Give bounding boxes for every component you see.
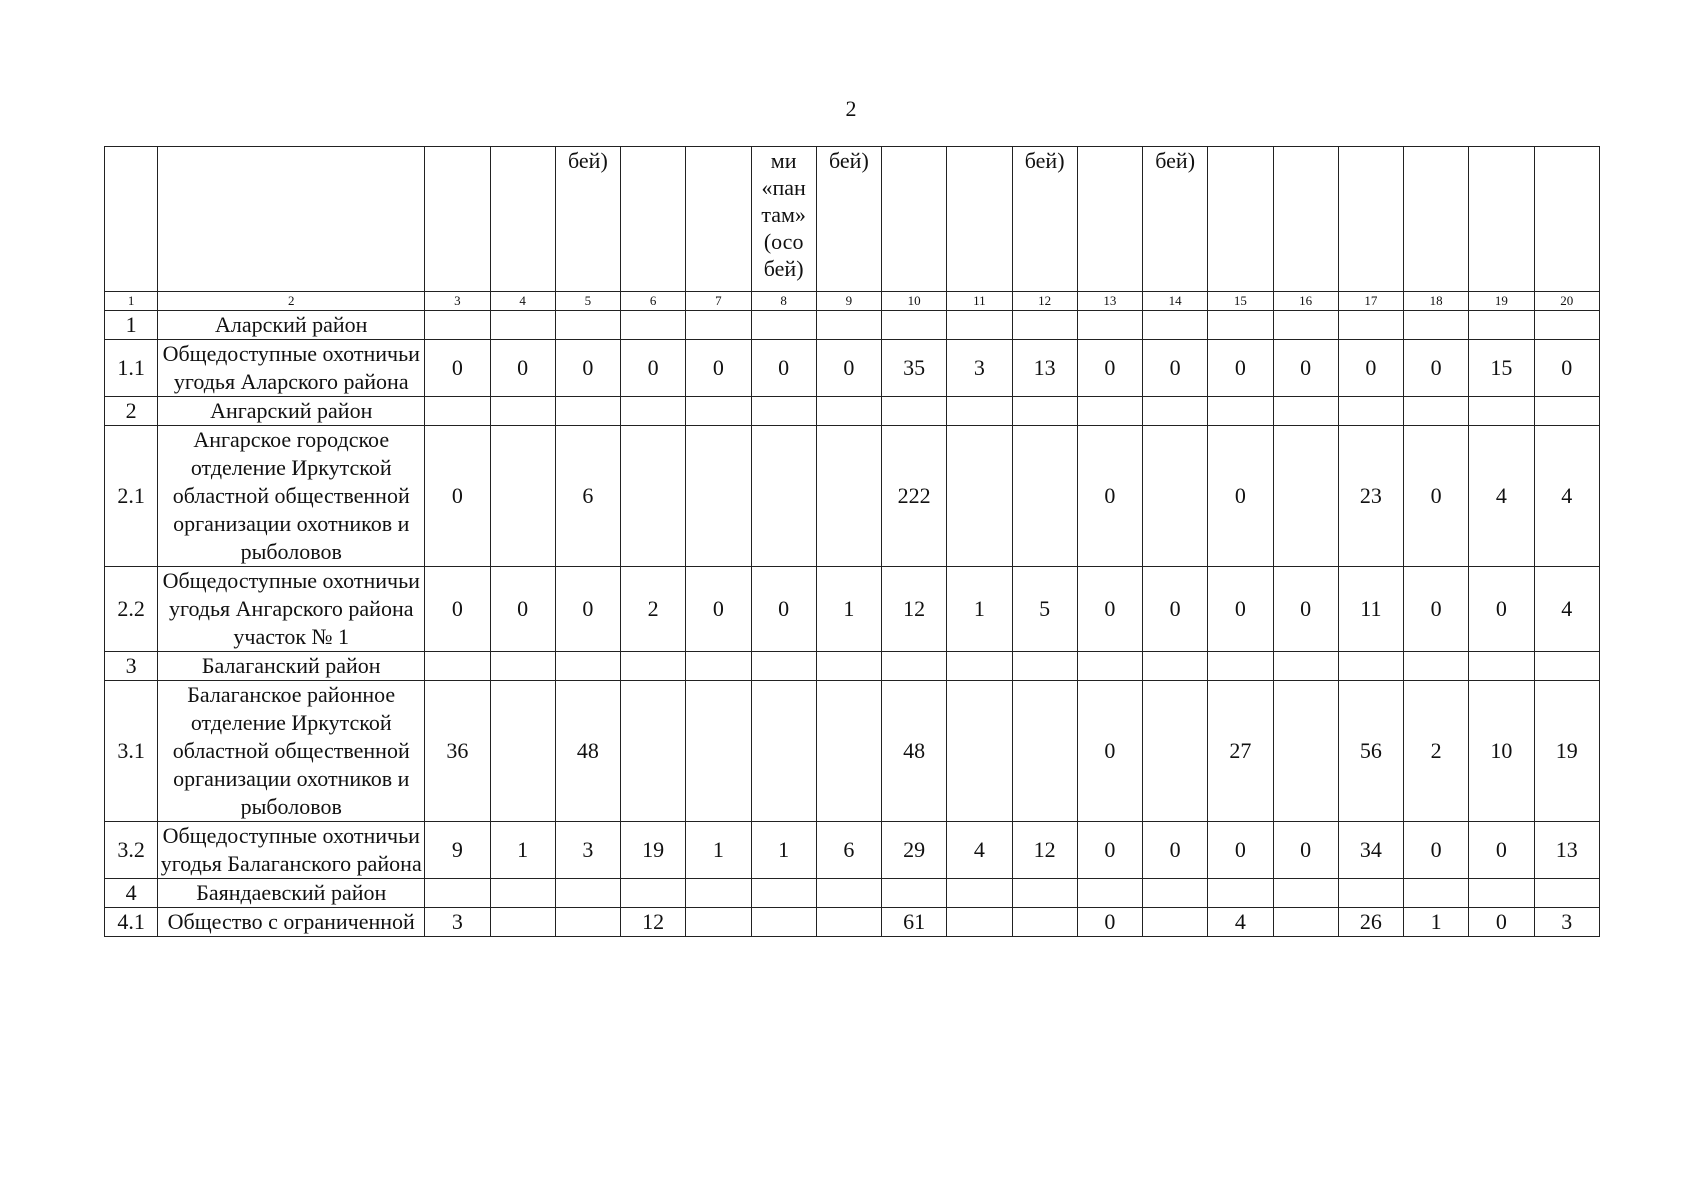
value-cell (490, 426, 555, 567)
value-cell (686, 311, 751, 340)
region-row (105, 397, 1600, 426)
value-cell (1012, 397, 1077, 426)
value-cell: 0 (425, 340, 490, 397)
value-cell: 0 (1338, 340, 1403, 397)
column-number-cell: 10 (882, 292, 947, 311)
value-cell (555, 908, 620, 937)
value-cell (621, 397, 686, 426)
value-cell (686, 397, 751, 426)
value-cell (490, 397, 555, 426)
value-cell (1534, 397, 1599, 426)
table-row (105, 908, 1600, 937)
value-cell (1208, 652, 1273, 681)
row-number-cell: 3.1 (105, 681, 158, 822)
column-number-cell: 1 (105, 292, 158, 311)
value-cell: 3 (947, 340, 1012, 397)
value-cell: 13 (1534, 822, 1599, 879)
value-cell (1273, 908, 1338, 937)
header-cell (882, 147, 947, 292)
row-name-cell: Ангарское городское отделение Иркутской областной общественной организации охотников и рыболовов (158, 426, 425, 567)
header-cell: бей) (816, 147, 881, 292)
value-cell: 0 (1469, 822, 1534, 879)
value-cell: 10 (1469, 681, 1534, 822)
value-cell: 35 (882, 340, 947, 397)
value-cell (1077, 879, 1142, 908)
value-cell (1143, 908, 1208, 937)
value-cell (751, 681, 816, 822)
row-name-cell: Баяндаевский район (158, 879, 425, 908)
value-cell: 0 (621, 340, 686, 397)
table-row (105, 340, 1600, 397)
value-cell: 5 (1012, 567, 1077, 652)
value-cell (1077, 397, 1142, 426)
row-number-cell: 4.1 (105, 908, 158, 937)
value-cell (1534, 652, 1599, 681)
header-cell (158, 147, 425, 292)
value-cell: 26 (1338, 908, 1403, 937)
value-cell: 1 (490, 822, 555, 879)
header-cell (1534, 147, 1599, 292)
value-cell: 0 (686, 340, 751, 397)
value-cell: 4 (1534, 567, 1599, 652)
value-cell (621, 426, 686, 567)
value-cell: 0 (1077, 681, 1142, 822)
value-cell (686, 879, 751, 908)
value-cell: 1 (1404, 908, 1469, 937)
column-number-cell: 15 (1208, 292, 1273, 311)
value-cell (490, 681, 555, 822)
data-table (104, 146, 1600, 937)
value-cell: 2 (1404, 681, 1469, 822)
column-number-cell: 16 (1273, 292, 1338, 311)
value-cell (816, 426, 881, 567)
value-cell (1143, 652, 1208, 681)
value-cell: 19 (1534, 681, 1599, 822)
value-cell: 48 (555, 681, 620, 822)
value-cell (882, 652, 947, 681)
value-cell (751, 311, 816, 340)
value-cell (1208, 879, 1273, 908)
value-cell (1273, 397, 1338, 426)
row-name-cell: Общедоступные охотничьи угодья Балаганского района (158, 822, 425, 879)
value-cell (686, 908, 751, 937)
value-cell (947, 426, 1012, 567)
column-number-cell: 17 (1338, 292, 1403, 311)
value-cell (882, 879, 947, 908)
column-number-cell: 11 (947, 292, 1012, 311)
row-name-cell: Общедоступные охотничьи угодья Аларского района (158, 340, 425, 397)
value-cell (1273, 311, 1338, 340)
value-cell (816, 397, 881, 426)
value-cell: 12 (621, 908, 686, 937)
value-cell: 0 (751, 340, 816, 397)
value-cell: 0 (1534, 340, 1599, 397)
column-number-cell: 18 (1404, 292, 1469, 311)
value-cell (816, 879, 881, 908)
value-cell (1338, 397, 1403, 426)
value-cell (1012, 311, 1077, 340)
row-number-cell: 1.1 (105, 340, 158, 397)
value-cell (1273, 681, 1338, 822)
value-cell (621, 681, 686, 822)
value-cell (1208, 311, 1273, 340)
value-cell (686, 426, 751, 567)
value-cell (1404, 397, 1469, 426)
value-cell (1012, 681, 1077, 822)
value-cell (816, 652, 881, 681)
value-cell: 0 (555, 340, 620, 397)
column-number-cell: 7 (686, 292, 751, 311)
value-cell (1273, 879, 1338, 908)
header-cell (686, 147, 751, 292)
value-cell (490, 652, 555, 681)
value-cell (1273, 426, 1338, 567)
value-cell: 1 (816, 567, 881, 652)
value-cell: 6 (816, 822, 881, 879)
column-number-row (105, 292, 1600, 311)
value-cell (1012, 426, 1077, 567)
header-cell (1404, 147, 1469, 292)
value-cell (947, 652, 1012, 681)
value-cell (816, 311, 881, 340)
value-cell (882, 397, 947, 426)
row-number-cell: 2.2 (105, 567, 158, 652)
value-cell: 12 (882, 567, 947, 652)
header-cell: бей) (555, 147, 620, 292)
value-cell: 29 (882, 822, 947, 879)
header-cell (425, 147, 490, 292)
value-cell (1143, 879, 1208, 908)
value-cell (1077, 652, 1142, 681)
value-cell: 4 (947, 822, 1012, 879)
value-cell: 61 (882, 908, 947, 937)
header-cell: ми «пан там» (осо бей) (751, 147, 816, 292)
value-cell (751, 879, 816, 908)
value-cell (1012, 652, 1077, 681)
value-cell: 0 (490, 567, 555, 652)
value-cell: 0 (425, 567, 490, 652)
value-cell (1273, 652, 1338, 681)
header-cell (105, 147, 158, 292)
value-cell (1208, 397, 1273, 426)
value-cell: 0 (1077, 567, 1142, 652)
value-cell (751, 908, 816, 937)
value-cell (1338, 311, 1403, 340)
value-cell (816, 908, 881, 937)
value-cell (947, 397, 1012, 426)
header-cell (1469, 147, 1534, 292)
value-cell: 4 (1208, 908, 1273, 937)
column-number-cell: 5 (555, 292, 620, 311)
value-cell: 222 (882, 426, 947, 567)
value-cell: 0 (686, 567, 751, 652)
row-number-cell: 3 (105, 652, 158, 681)
value-cell (1077, 311, 1142, 340)
value-cell: 6 (555, 426, 620, 567)
header-cell (621, 147, 686, 292)
table-row (105, 681, 1600, 822)
row-name-cell: Ангарский район (158, 397, 425, 426)
value-cell: 0 (751, 567, 816, 652)
value-cell (1143, 426, 1208, 567)
column-number-cell: 19 (1469, 292, 1534, 311)
header-cell (1273, 147, 1338, 292)
value-cell (751, 652, 816, 681)
value-cell: 0 (1143, 822, 1208, 879)
value-cell (621, 879, 686, 908)
value-cell: 0 (1404, 340, 1469, 397)
value-cell: 4 (1534, 426, 1599, 567)
value-cell: 0 (1404, 426, 1469, 567)
value-cell: 3 (555, 822, 620, 879)
value-cell: 34 (1338, 822, 1403, 879)
header-cell (1338, 147, 1403, 292)
column-number-cell: 2 (158, 292, 425, 311)
value-cell: 0 (1273, 340, 1338, 397)
value-cell (425, 879, 490, 908)
row-name-cell: Балаганский район (158, 652, 425, 681)
value-cell: 11 (1338, 567, 1403, 652)
value-cell (1404, 311, 1469, 340)
header-cell (1208, 147, 1273, 292)
value-cell: 0 (555, 567, 620, 652)
value-cell: 0 (1077, 822, 1142, 879)
value-cell: 0 (1077, 908, 1142, 937)
value-cell (1338, 879, 1403, 908)
row-name-cell: Балаганское районное отделение Иркутской областной общественной организации охотников и рыболовов (158, 681, 425, 822)
value-cell (490, 311, 555, 340)
value-cell: 36 (425, 681, 490, 822)
value-cell (1143, 681, 1208, 822)
table-row (105, 567, 1600, 652)
value-cell (1404, 652, 1469, 681)
column-number-cell: 12 (1012, 292, 1077, 311)
value-cell: 0 (1208, 340, 1273, 397)
value-cell: 19 (621, 822, 686, 879)
region-row (105, 879, 1600, 908)
table-header-row (105, 147, 1600, 292)
row-number-cell: 1 (105, 311, 158, 340)
value-cell (425, 397, 490, 426)
value-cell (947, 681, 1012, 822)
row-number-cell: 2.1 (105, 426, 158, 567)
value-cell (1469, 652, 1534, 681)
value-cell (947, 908, 1012, 937)
value-cell: 0 (1208, 426, 1273, 567)
value-cell (1012, 879, 1077, 908)
value-cell (490, 908, 555, 937)
value-cell (621, 652, 686, 681)
value-cell: 0 (1469, 908, 1534, 937)
value-cell: 23 (1338, 426, 1403, 567)
value-cell: 2 (621, 567, 686, 652)
column-number-cell: 13 (1077, 292, 1142, 311)
value-cell (686, 681, 751, 822)
column-number-cell: 8 (751, 292, 816, 311)
region-row (105, 311, 1600, 340)
header-cell: бей) (1012, 147, 1077, 292)
value-cell (1012, 908, 1077, 937)
column-number-cell: 20 (1534, 292, 1599, 311)
value-cell: 9 (425, 822, 490, 879)
value-cell (1143, 397, 1208, 426)
table-row (105, 822, 1600, 879)
value-cell: 0 (1077, 340, 1142, 397)
value-cell: 3 (1534, 908, 1599, 937)
value-cell (882, 311, 947, 340)
value-cell: 3 (425, 908, 490, 937)
header-cell (1077, 147, 1142, 292)
value-cell: 0 (1143, 340, 1208, 397)
value-cell (555, 879, 620, 908)
header-cell: бей) (1143, 147, 1208, 292)
value-cell: 0 (1273, 822, 1338, 879)
value-cell (1469, 311, 1534, 340)
region-row (105, 652, 1600, 681)
value-cell: 0 (425, 426, 490, 567)
column-number-cell: 14 (1143, 292, 1208, 311)
value-cell: 4 (1469, 426, 1534, 567)
row-number-cell: 4 (105, 879, 158, 908)
row-name-cell: Аларский район (158, 311, 425, 340)
value-cell (1534, 879, 1599, 908)
value-cell (490, 879, 555, 908)
value-cell: 48 (882, 681, 947, 822)
column-number-cell: 3 (425, 292, 490, 311)
value-cell: 1 (686, 822, 751, 879)
value-cell (686, 652, 751, 681)
row-name-cell: Общедоступные охотничьи угодья Ангарского района участок № 1 (158, 567, 425, 652)
value-cell (947, 879, 1012, 908)
value-cell: 0 (1404, 822, 1469, 879)
value-cell (751, 397, 816, 426)
value-cell: 0 (1273, 567, 1338, 652)
value-cell: 0 (1404, 567, 1469, 652)
value-cell (1143, 311, 1208, 340)
value-cell (751, 426, 816, 567)
value-cell: 1 (947, 567, 1012, 652)
value-cell: 15 (1469, 340, 1534, 397)
row-name-cell: Общество с ограниченной (158, 908, 425, 937)
value-cell (425, 652, 490, 681)
value-cell: 56 (1338, 681, 1403, 822)
value-cell: 0 (1143, 567, 1208, 652)
value-cell: 12 (1012, 822, 1077, 879)
column-number-cell: 4 (490, 292, 555, 311)
value-cell (816, 681, 881, 822)
value-cell (1534, 311, 1599, 340)
value-cell: 27 (1208, 681, 1273, 822)
value-cell (555, 311, 620, 340)
value-cell (947, 311, 1012, 340)
value-cell: 0 (1208, 567, 1273, 652)
row-number-cell: 2 (105, 397, 158, 426)
value-cell (1469, 397, 1534, 426)
value-cell: 0 (1077, 426, 1142, 567)
header-cell (947, 147, 1012, 292)
value-cell: 1 (751, 822, 816, 879)
value-cell (1469, 879, 1534, 908)
table-row (105, 426, 1600, 567)
column-number-cell: 6 (621, 292, 686, 311)
row-number-cell: 3.2 (105, 822, 158, 879)
value-cell (1338, 652, 1403, 681)
page-number: 2 (845, 96, 857, 121)
value-cell: 0 (1208, 822, 1273, 879)
value-cell (555, 652, 620, 681)
value-cell: 0 (816, 340, 881, 397)
value-cell: 13 (1012, 340, 1077, 397)
column-number-cell: 9 (816, 292, 881, 311)
value-cell (621, 311, 686, 340)
value-cell: 0 (490, 340, 555, 397)
value-cell (555, 397, 620, 426)
header-cell (490, 147, 555, 292)
value-cell (425, 311, 490, 340)
value-cell (1404, 879, 1469, 908)
value-cell: 0 (1469, 567, 1534, 652)
